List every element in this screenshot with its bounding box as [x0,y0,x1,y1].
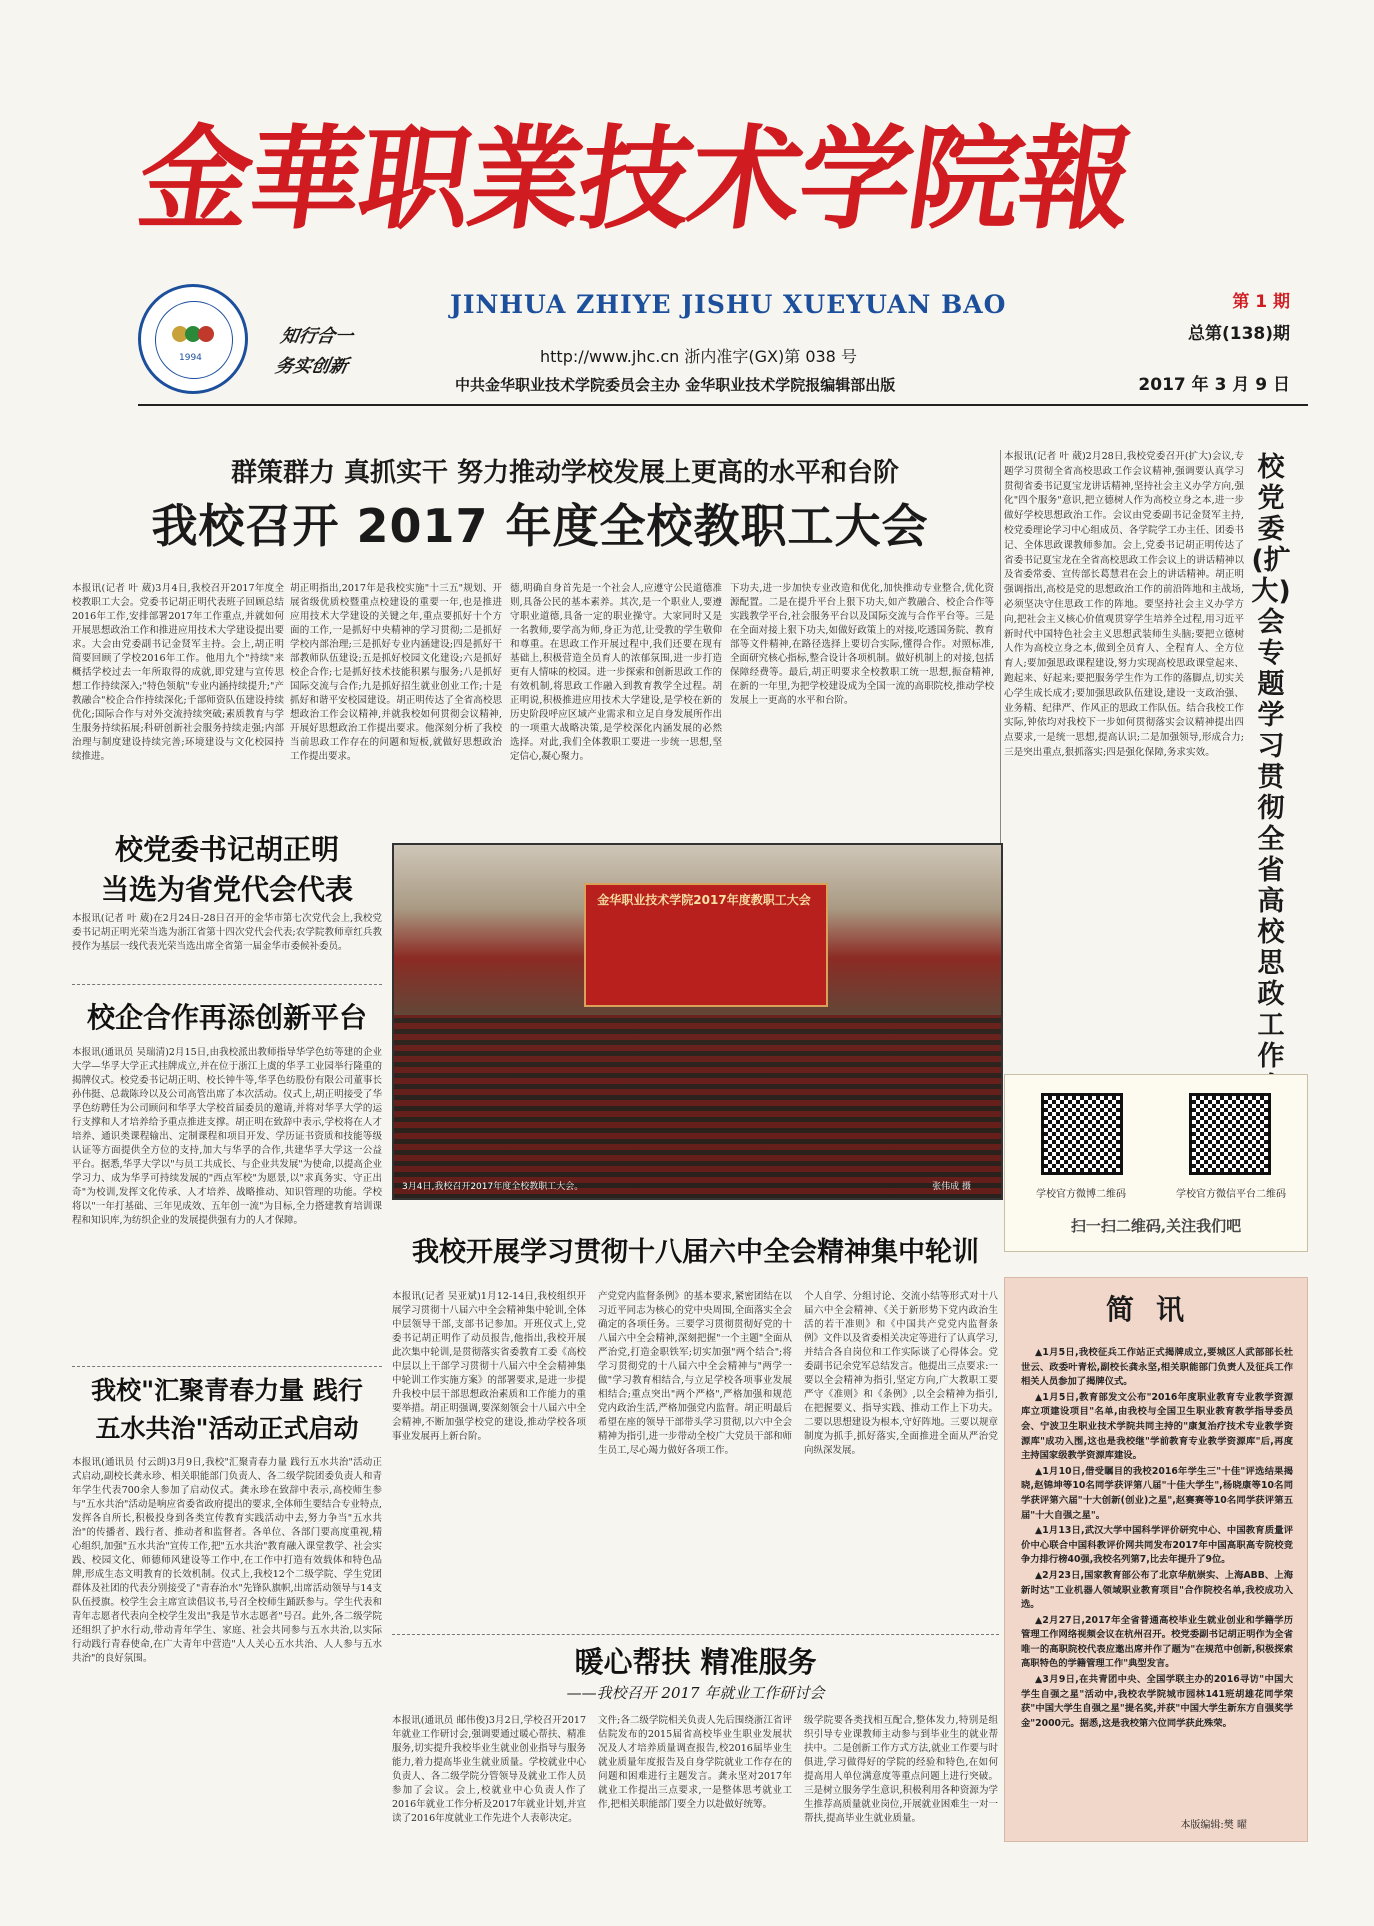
photo-caption: 3月4日,我校召开2017年度全校教职工大会。 [402,1182,584,1192]
youth-story-title [72,1372,382,1448]
jobs-col-3: 级学院要各类找相互配合,整体发力,特别是组织引导专业课教师主动参与到毕业生的就业帮扶中。二是创新工作方式方法,就业工作要与时俱进,学习做得好的学院的经验和特色,在如何提高用人单位满意度等重点问题上进行突破。三是树立服务学生意识,积极利用各种资源为学生推荐高质量就业岗位,开展就业困难生一对一帮扶,提高毕业生就业质量。 [804,1715,998,1824]
brief-item: ▲1月13日,武汉大学中国科学评价研究中心、中国教育质量评价中心联合中国科教评价网共同发布2017年中国高职高专院校竞争力排行榜40强,我校名列第7,比去年提升了9位。 [1021,1525,1293,1566]
logo-year: 1994 [179,353,202,363]
lead-col-1: 本报讯(记者 叶 葳)3月4日,我校召开2017年度全校教职工大会。党委书记胡正明代表班子回顾总结2016年工作,安排部署2017年工作重点,并就如何开展思想政治工作和推进应用技术大学建设提出要求。大会由党委副书记金贤军主持。会上,胡正明简要回顾了学校2016年工作。他用九个"持续"来概括学校过去一年所取得的成就,即党建与宣传思想工作持续深入;"特色领航"专业内涵持续提升;"产教融合"校企合作持续深化;千部师资队伍建设持续优化;国际合作与对外交流持续突破;素质教育与学生服务持续拓展;科研创新社会服务持续走强;内部治理与制度建设持续完善;环境建设与文化校园持续推进。 [72,583,284,762]
wechat-qr-code-icon[interactable] [1189,1093,1271,1175]
jobs-col-1: 本报讯(通讯员 邮伟俊)3月2日,学校召开2017年就业工作研讨会,强调要通过暖心帮扶、精准服务,切实提升我校毕业生就业创业指导与服务能力,着力提高毕业生就业质量。学校就业中心负责人、各二级学院分管领导及就业工作人员参加了会议。会上,校就业中心负责人作了2016年就业工作分析及2017年就业计划,并宣读了2016年度就业工作先进个人表彰决定。 [392,1715,586,1824]
brief-news-panel [1004,1277,1308,1842]
brief-items [1021,1346,1293,1732]
photo-credit: 张伟成 摄 [932,1182,971,1192]
lead-col-4: 下功夫,进一步加快专业改造和优化,加快推动专业整合,优化资源配置。二是在提升平台上狠下功夫,如产教融合、校企合作等实践教学平台,社会服务平台以及国际交流与合作平台等。三是在全面对接上狠下功夫,如做好政策上的对接,吃透国务院、教育部等文件精神,在路径选择上要切合实际,懂得合作。对照标准,全面研究核心指标,整合设计各项机制。做好机制上的对接,包括保障经费等。最后,胡正明要求全校教职工统一思想,振奋精神,在新的一年里,为把学校建设成为全国一流的高职院校,推动学校发展上一更高的水平和台阶。 [730,583,994,706]
youth-story-body: 本报讯(通讯员 付云朗)3月9日,我校"汇聚青春力量 践行五水共治"活动正式启动,副校长龚永珍、相关职能部门负责人、各二级学院团委负责人和青年学生代表700余人参加了启动仪式。龚永珍在致辞中表示,高校师生参与"五水共治"活动是响应省委省政府提出的要求,全体师生要结合专业特点,发挥各自所长,积极投身到各类宣传教育实践活动中去,努力争当"五水共治"的传播者、践行者、推动者和监督者。各单位、各部门要高度重视,精心组织,加强"五水共治"宣传工作,把"五水共治"教育融入课堂教学、社会实践、校园文化、师德师风建设等工作中,在工作中打造有效载体和特色品牌,形成生态文明教育的长效机制。仪式上,我校12个二级学院、学生党团群体及社团的代表分别接受了"青春治水"先锋队旗帜,出席活动领导与14支队伍授旗。校学生会主席宣读倡议书,号召全校师生踊跃参与。学生代表和青年志愿者代表向全校学生发出"我是节水志愿者"号召。此外,各二级学院还组织了护水行动,带动青年学生、家庭、社会共同参与五水共治,以实际行动践行青春使命,在广大青年中营造"人人关心五水共治、人人参与五水共治"的良好氛围。 [72,1457,382,1664]
jobs-story-subtitle: ——我校召开 2017 年就业工作研讨会 [566,1684,825,1702]
masthead-rule [138,404,1308,406]
total-issue: 总第(138)期 [1187,324,1290,344]
lead-col-3: 德,明确自身首先是一个社会人,应遵守公民道德准则,具备公民的基本素养。其次,是一个职业人,要遵守职业道德,具备一定的职业操守。大家同时又是一名教师,要学高为师,身正为范,让受教的学生敬仰和尊重。在思政工作开展过程中,我们还要在现有基础上,积极营造全员育人的浓郁氛围,进一步打造更有人情味的校园。进一步探索和创新思政工作的有效机制,将思政工作融入到教育教学全过程。胡正明说,积极推进应用技术大学建设,是学校在新的历史阶段呼应区域产业需求和立足自身发展所作出的一项重大战略决策,是学校深化内涵发展的必然选择。对此,我们全体教职工要进一步统一思想,坚定信心,凝心聚力。 [510,583,722,762]
divider [72,984,382,985]
jobs-story-title: 暖心帮扶 精准服务 [574,1645,817,1679]
photo-banner: 金华职业技术学院2017年度教职工大会 [597,893,811,907]
wechat-qr-label: 学校官方微信平台二维码 [1176,1189,1286,1200]
organizer-line: 中共金华职业技术学院委员会主办 金华职业技术学院报编辑部出版 [455,376,896,394]
school-motto [273,322,356,382]
motto-line-2: 务实创新 [273,356,350,377]
newspaper-pinyin: JINHUA ZHIYE JISHU XUEYUAN BAO [450,290,1007,319]
weibo-qr-label: 学校官方微博二维码 [1036,1189,1126,1200]
study-col-3: 个人自学、分组讨论、交流小结等形式对十八届六中全会精神、《关于新形势下党内政治生活的若干准则》和《中国共产党党内监督条例》文件以及省委相关决定等进行了认真学习,并结合各自岗位和工作实际谈了心得体会。党委副书记余党军总结发言。他提出三点要求:一要以全会精神为指引,坚定方向,广大教职工要严守《准则》和《条例》,以全会精神为指引,在把握要义、指导实践、推动工作上下功夫。二要以思想建设为根本,守好阵地。三要以规章制度为抓手,抓好落实,全面推进全面从严治党向纵深发展。 [804,1291,998,1456]
coop-story-body: 本报讯(通讯员 吴瑞清)2月15日,由我校派出教师指导华学色纺等建的企业大学—华孚大学正式挂牌成立,并在位于浙江上虞的华孚工业园举行隆重的揭牌仪式。校党委书记胡正明、校长钟牛等,华孚色纺股份有限公司董事长孙伟挺、总裁陈玲以及公司高管出席了本次活动。仪式上,胡正明接受了华孚色纺聘任为公司顾问和华孚大学校首届委员的邀请,并将对华孚大学的运行支撑和人才培养给予重点推进支撑。胡正明在致辞中表示,学校将在人才培养、通识类课程输出、定制课程和项目开发、学历证书资质和技能等级认证等方面提供全方位的支持,加大与华孚的合作,共建华孚大学这一公益平台。据悉,华孚大学以"与员工共成长、与企业共发展"为使命,以提高企业学习力、成为华孚可持续发展的"西点军校"为愿景,以"求真务实、守正出奇"为校训,发挥文化传承、人才培养、战略推动、知识管理的功能。学校将以"一年打基础、三年见成效、五年创一流"为目标,全力搭建教育培训课程和知识库,为纺织企业的发展提供强有力的人才保障。 [72,1047,382,1226]
brief-title: 简讯 [1105,1293,1206,1326]
study-col-2: 产党党内监督条例》的基本要求,紧密团结在以习近平同志为核心的党中央周围,全面落实全会确定的各项任务。三要学习贯彻贯彻好党的十八届六中全会精神,深刻把握"一个主题"全面从严治党,打造金职铁军;切实加强"两个结合";将学习贯彻党的十八届六中全会精神与"两学一做"学习教育相结合,与立足学校各项事业发展相结合;重点突出"两个严格",严格加强和规范党内政治生活,严格加强党内监督。胡正明最后希望在座的领导干部带头学习贯彻,以六中全会精神为指引,进一步带动全校广大党员干部和师生员工,尽心竭力做好各项工作。 [598,1291,792,1456]
hu-story-body: 本报讯(记者 叶 葳)在2月24日-28日召开的金华市第七次党代会上,我校党委书记胡正明光荣当选为浙江省第十四次党代会代表;农学院教师章红兵教授作为基层一线代表光荣当选出席全省第一届金华市委候补委员。 [72,913,382,952]
qr-code-panel [1004,1074,1308,1252]
newspaper-title: 金華职業技术学院報 [130,114,1140,245]
study-col-1: 本报讯(记者 吴亚斌)1月12-14日,我校组织开展学习贯彻十八届六中全会精神集中轮训,全体中层领导干部,支部书记参加。开班仪式上,党委书记胡正明作了动员报告,他指出,我校开展此次集中轮训,是贯彻落实省委教育工委《高校中层以上干部学习贯彻十八届六中全会精神集中轮训工作实施方案》的部署要求,是进一步提升我校中层干部思想政治素质和工作能力的重要举措。胡正明强调,要深刻领会十八届六中全会精神,不断加强学校党的建设,推动学校各项事业发展再上新台阶。 [392,1291,586,1442]
assembly-photo [392,843,1003,1200]
school-logo [138,284,248,394]
page-editor: 本版编辑:樊 曜 [1180,1820,1247,1831]
brief-item: ▲1月10日,借受瞩目的我校2016年学生三"十佳"评选结果揭晓,赵锦坤等10名同学获评第八届"十佳大学生",杨晓康等10名同学获评第六届"十大创新(创业)之星",赵赛赛等10名同学获评第五届"十大自强之星"。 [1021,1465,1293,1521]
brief-item: ▲2月27日,2017年全省普通高校毕业生就业创业和学籍学历管理工作网络视频会议在杭州召开。校党委副书记胡正明作为全省唯一的高职院校代表应邀出席并作了题为"在规范中创新,积极探索高职特色的学籍管理工作"典型发言。 [1021,1614,1293,1670]
brief-item: ▲3月9日,在共青团中央、全国学联主办的2016寻访"中国大学生自强之星"活动中,我校农学院城市园林141班胡雄花同学荣获"中国大学生自强之星"提名奖,并获"中国大学生新东方自强奖学金"2000元。据悉,这是我校第六位同学获此殊荣。 [1021,1674,1293,1729]
hu-title-line-1: 校党委书记胡正明 [114,833,339,866]
lead-headline: 我校召开 2017 年度全校教职工大会 [151,499,929,553]
divider [72,1366,382,1367]
jobs-col-2: 文件;各二级学院相关负责人先后围绕浙江省评估院发布的2015届省高校毕业生职业发展状况及人才培养质量调查报告,校2016届毕业生就业质量年度报告及自身学院就业工作存在的问题和困难进行主题发言。龚永坚对2017年就业工作提出三点要求,一是整体思考就业工作,把相关职能部门要全力以赴做好统筹。 [598,1715,792,1810]
url-license: http://www.jhc.cn 浙内准字(GX)第 038 号 [540,347,857,366]
divider [392,1634,999,1635]
study-story-title: 我校开展学习贯彻十八届六中全会精神集中轮训 [412,1237,979,1268]
youth-title-line-1: 我校"汇聚青春力量 践行 [91,1376,363,1405]
youth-title-line-2: 五水共治"活动正式启动 [95,1414,359,1443]
party-story-body: 本报讯(记者 叶 葳)2月28日,我校党委召开(扩大)会议,专题学习贯彻全省高校思政工作会议精神,强调要认真学习贯彻省委书记夏宝龙讲话精神,坚持社会主义办学方向,强化"四个服务"意识,把立德树人作为高校立身之本,进一步做好学校思想政治工作。会议由党委副书记金贤军主持,校党委理论学习中心组成员、各学院学工办主任、团委书记、全体思政课教师参加。会上,党委书记胡正明传达了省委书记夏宝龙在全省高校思政工作会议上的讲话精神以及省委常委、宣传部长葛慧君在会上的讲话精神。胡正明强调指出,高校是党的思想政治工作的前沿阵地和主战场,必须坚决守住思政工作的阵地。要坚持社会主义办学方向,把社会主义核心价值观贯穿学生培养全过程,用习近平新时代中国特色社会主义思想武装师生头脑;要把立德树人作为高校立身之本,做到全员育人、全程育人、全方位育人;要加强思政课程建设,努力实现高校思政课堂起来、跑起来、好起来;要把服务学生作为工作的落脚点,切实关心学生成长成才;要加强思政队伍建设,建设一支政治强、业务精、纪律严、作风正的思政工作队伍。结合我校工作实际,钟依均对我校下一步如何贯彻落实会议精神提出四点要求,一是统一思想,提高认识;二是加强领导,形成合力;三是突出重点,狠抓落实;四是强化保障,务求实效。 [1004,451,1244,758]
brief-item: ▲1月5日,我校征兵工作站正式揭牌成立,要城区人武部部长杜世云、政委叶青松,副校长龚永坚,相关职能部门负责人及征兵工作相关人员参加了揭牌仪式。 [1021,1347,1293,1388]
coop-story-title: 校企合作再添创新平台 [86,1001,367,1034]
lead-kicker: 群策群力 真抓实干 努力推动学校发展上更高的水平和台阶 [230,458,900,488]
motto-line-1: 知行合一 [278,326,355,347]
brief-item: ▲1月5日,教育部发文公布"2016年度职业教育专业教学资源库立项建设项目"名单,由我校与全国卫生职业教育教学指导委员会、宁波卫生职业技术学院共同主持的"康复治疗技术专业教学资源库"成功入围,这也是我校继"学前教育专业教学资源库"后,再度主持国家级教学资源库建设。 [1021,1391,1293,1462]
logo-emblem-icon [168,323,218,345]
issue-number: 第 1 期 [1232,292,1290,312]
lead-col-2: 胡正明指出,2017年是我校实施"十三五"规划、开展省级优质校暨重点校建设的重要一年,也是推进应用技术大学建设的关键之年,重点要抓好十个方面的工作,一是抓好中央精神的学习贯彻;二是抓好学校内部治理;三是抓好专业内涵建设;四是抓好干部教师队伍建设;五是抓好校园文化建设;六是抓好校企合作;七是抓好技术技能积累与服务;八是抓好国际交流与合作;九是抓好招生就业创业工作;十是抓好和谐平安校园建设。胡正明传达了全省高校思想政治工作会议精神,并就我校如何贯彻会议精神,开展好思想政治工作提出要求。他深刻分析了我校当前思政工作存在的问题和短板,就做好思想政治工作提出要求。 [290,583,502,762]
publish-date: 2017 年 3 月 9 日 [1138,375,1290,395]
hu-story-title [72,830,382,910]
party-story-title: 校党委(扩大)会专题学习贯彻全省高校思政工作 [1251,452,1291,1072]
photo-audience [394,1015,1001,1200]
hu-title-line-2: 当选为省党代会代表 [100,873,353,906]
qr-slogan: 扫一扫二维码,关注我们吧 [1070,1217,1242,1235]
weibo-qr-code-icon[interactable] [1041,1093,1123,1175]
issue-info [1188,286,1290,350]
brief-item: ▲2月23日,国家教育部公布了北京华航崇实、上海ABB、上海新时达"工业机器人领域职业教育项目"合作院校名单,我校成功入选。 [1021,1569,1293,1611]
